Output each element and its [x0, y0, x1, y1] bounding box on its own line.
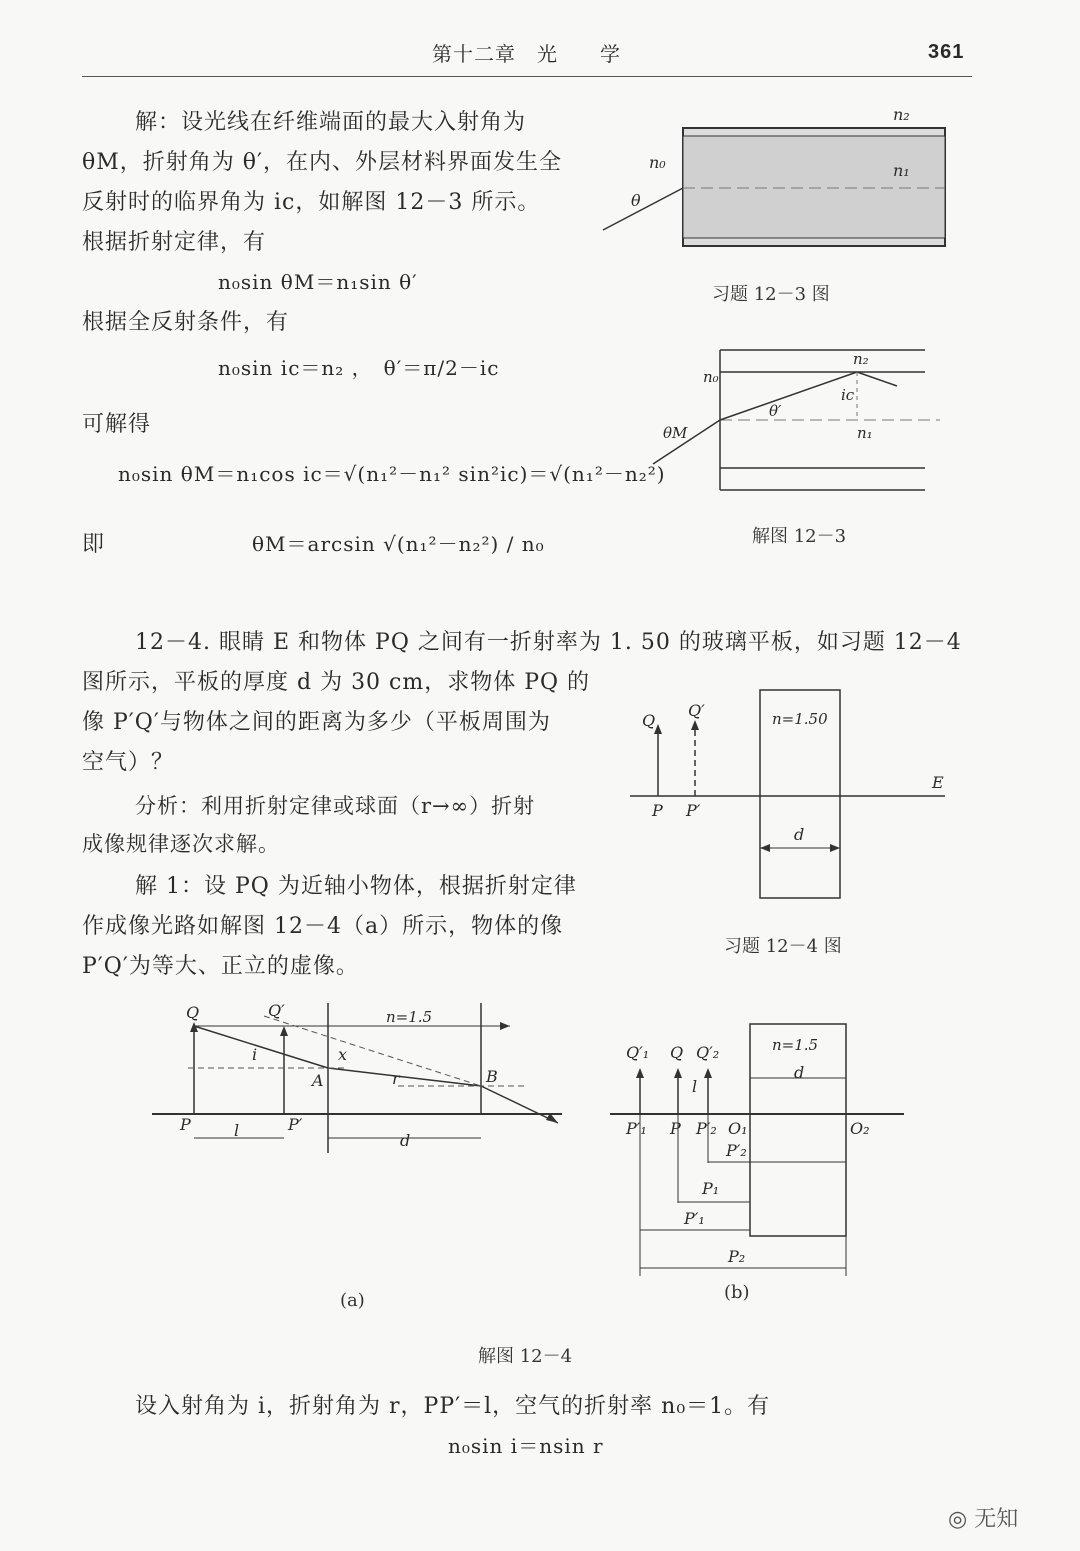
solution-figure-12-4a: [148, 998, 578, 1163]
prob-line-1: 12－4. 眼睛 E 和物体 PQ 之间有一折射率为 1. 50 的玻璃平板，如习题 12－4: [135, 630, 962, 655]
label-b-p2p: P′₂: [696, 1119, 717, 1138]
label-a-r: r: [392, 1069, 400, 1088]
equation-4: θM＝arcsin √(n₁²－n₂²) / n₀: [252, 532, 545, 556]
sol1-line-1: 解 1：设 PQ 为近轴小物体，根据折射定律: [135, 874, 577, 899]
label-b-p2p-dim: P′₂: [726, 1141, 747, 1160]
label-ic: ic: [841, 386, 855, 404]
sol-line-2: θM，折射角为 θ′，在内、外层材料界面发生全: [82, 150, 563, 175]
sol-line-1: 解：设光线在纤维端面的最大入射角为: [135, 110, 527, 135]
label-a-q-prime: Q′: [268, 1001, 285, 1020]
solution-figure-12-3: [645, 340, 945, 520]
label-n1: n₁: [893, 161, 910, 180]
label-b-q2p: Q′₂: [696, 1043, 720, 1062]
analysis-line-2: 成像规律逐次求解。: [82, 832, 280, 856]
label-n1-sol: n₁: [857, 424, 873, 442]
sol1-line-3: P′Q′为等大、正立的虚像。: [82, 954, 359, 979]
label-b-d: d: [794, 1063, 805, 1082]
label-b-q: Q: [670, 1043, 684, 1062]
sol-line-3: 反射时的临界角为 ic，如解图 12－3 所示。: [82, 190, 541, 215]
label-p-prime: P′: [686, 801, 701, 820]
label-n0-sol: n₀: [703, 368, 719, 386]
analysis-line-1: 分析：利用折射定律或球面（r→∞）折射: [135, 794, 536, 818]
label-b-p1p-dim: P′₁: [684, 1209, 705, 1228]
label-a-p-prime: P′: [288, 1115, 303, 1134]
label-b-p1-dim: P₁: [702, 1179, 720, 1198]
label-n0: n₀: [649, 153, 666, 172]
fig-12-4-caption: 习题 12－4 图: [724, 936, 842, 957]
label-b-n: n=1.5: [772, 1036, 819, 1054]
sol-line-6: 可解得: [82, 412, 152, 437]
header-rule: [82, 76, 972, 77]
sol1-line-2: 作成像光路如解图 12－4（a）所示，物体的像: [82, 914, 564, 939]
brand-text: 无知: [974, 1507, 1019, 1532]
sol-fig-12-4-caption: 解图 12－4: [478, 1346, 573, 1367]
prob-line-2: 图所示，平板的厚度 d 为 30 cm，求物体 PQ 的: [82, 670, 591, 695]
equation-2: n₀sin ic＝n₂ ， θ′＝π/2－ic: [218, 356, 500, 380]
label-a-b: B: [486, 1067, 498, 1086]
label-theta-prime: θ′: [769, 402, 782, 420]
chat-icon: ◎: [948, 1507, 968, 1532]
equation-3: n₀sin θM＝n₁cos ic＝√(n₁²－n₁² sin²ic)＝√(n₁²－n₂²): [118, 462, 666, 486]
subfig-b-caption: (b): [724, 1282, 750, 1303]
label-n2-sol: n₂: [853, 350, 869, 368]
label-e: E: [932, 773, 944, 792]
label-a-p: P: [180, 1115, 191, 1134]
label-b-q1p: Q′₁: [626, 1043, 650, 1062]
sol-fig-12-3-caption: 解图 12－3: [752, 526, 847, 547]
label-n-150: n=1.50: [772, 710, 828, 728]
label-theta: θ: [631, 191, 641, 210]
label-b-p2-dim: P₂: [728, 1247, 746, 1266]
page-number: 361: [928, 41, 965, 63]
fig-12-3-caption: 习题 12－3 图: [712, 284, 830, 305]
label-b-l: l: [692, 1077, 698, 1096]
subfig-a-caption: (a): [340, 1290, 365, 1311]
label-a-a: A: [312, 1071, 324, 1090]
label-a-n: n=1.5: [386, 1008, 433, 1026]
prob-line-4: 空气）？: [82, 750, 175, 775]
equation-1: n₀sin θM＝n₁sin θ′: [218, 270, 418, 294]
brand-watermark: [948, 1502, 1018, 1533]
sol-line-5: 根据全反射条件，有: [82, 310, 290, 335]
label-a-i: i: [252, 1045, 258, 1064]
label-b-o2: O₂: [850, 1119, 870, 1138]
prob-line-3: 像 P′Q′与物体之间的距离为多少（平板周围为: [82, 710, 551, 735]
fiber-figure: [595, 100, 975, 260]
label-a-q: Q: [186, 1003, 200, 1022]
last-equation: n₀sin i＝nsin r: [448, 1434, 604, 1458]
label-theta-m: θM: [663, 424, 688, 442]
label-q: Q: [642, 711, 656, 730]
sol-line-4: 根据折射定律，有: [82, 230, 267, 255]
label-d: d: [794, 825, 805, 844]
last-line: 设入射角为 i，折射角为 r，PP′＝l，空气的折射率 n₀＝1。有: [135, 1394, 771, 1419]
label-p: P: [652, 801, 663, 820]
label-n2: n₂: [893, 105, 910, 124]
chapter-title: 第十二章 光 学: [432, 42, 621, 66]
solution-figure-12-4b: [608, 1018, 908, 1280]
label-a-x: x: [338, 1045, 348, 1064]
label-q-prime: Q′: [688, 701, 705, 720]
label-a-l: l: [234, 1121, 240, 1140]
label-a-d: d: [400, 1131, 411, 1150]
sol-line-7: 即: [82, 532, 106, 557]
glass-plate-figure: [620, 680, 960, 910]
label-b-p1p: P′₁: [626, 1119, 647, 1138]
label-b-p: P: [670, 1119, 681, 1138]
label-b-o1: O₁: [728, 1119, 748, 1138]
